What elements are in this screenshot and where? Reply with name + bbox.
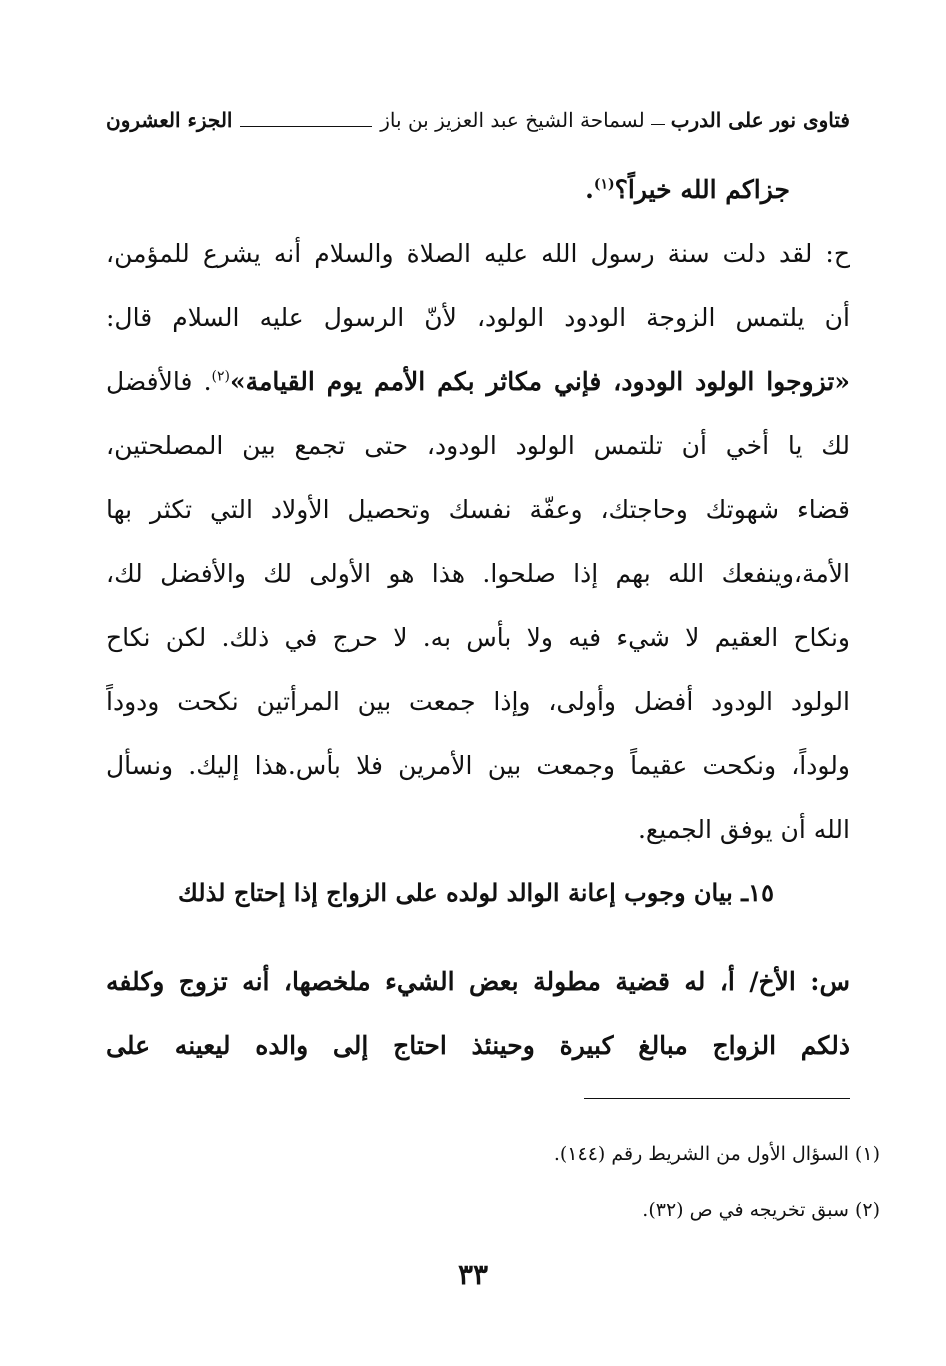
footnote-ref-2: (٢)	[211, 368, 230, 385]
header-part: الجزء العشرون	[106, 108, 233, 132]
answer-line: ح: لقد دلت سنة رسول الله عليه الصلاة والسلام أنه يشرع للمؤمن،	[106, 239, 850, 268]
question-end-text: جزاكم الله خيراً؟	[614, 175, 790, 204]
question-line: س: الأخ/ أ، له قضية مطولة بعض الشيء ملخصها، أنه تزوج وكلفه	[106, 967, 850, 996]
question-line: ذلكم الزواج مبالغ كبيرة وحينئذ احتاج إلى والده ليعينه على	[106, 1031, 850, 1060]
hadith-quote: «تزوجوا الولود الودود، فإني مكاثر بكم الأمم يوم القيامة»	[229, 367, 850, 396]
question-body	[106, 950, 850, 1078]
header-book-title: فتاوى نور على الدرب	[670, 108, 850, 132]
footnotes	[120, 1126, 880, 1238]
answer-line: لك يا أخي أن تلتمس الولود الودود، حتى تجمع بين المصلحتين،	[106, 431, 850, 460]
running-header	[106, 100, 850, 140]
question-end-line	[106, 158, 850, 222]
section-heading: ١٥ـ بيان وجوب إعانة الوالد لولده على الزواج إذا إحتاج لذلك	[178, 878, 774, 907]
answer-line: قضاء شهوتك وحاجتك، وعفّة نفسك وتحصيل الأولاد التي تكثر بها	[106, 495, 850, 524]
answer-line: الولود الودود أفضل وأولى، وإذا جمعت بين المرأتين نكحت ودوداً	[106, 687, 850, 716]
hadith-tail: . فالأفضل	[106, 367, 212, 396]
footnote-ref-1: (١)	[593, 176, 615, 193]
header-dash	[651, 124, 665, 125]
answer-body	[106, 158, 850, 862]
page-number: ٣٣	[457, 1258, 489, 1291]
footnote-separator	[584, 1098, 850, 1099]
footnote-2: (٢) سبق تخريجه في ص (٣٢).	[642, 1199, 880, 1221]
footnote-1: (١) السؤال الأول من الشريط رقم (١٤٤).	[553, 1143, 880, 1165]
hadith-line	[106, 350, 850, 414]
answer-line: الله أن يوفق الجميع.	[637, 815, 850, 844]
header-rule	[240, 126, 372, 127]
question-end-tail: .	[585, 175, 594, 204]
header-author: لسماحة الشيخ عبد العزيز بن باز	[380, 108, 645, 132]
answer-line: ولوداً، ونكحت عقيماً وجمعت بين الأمرين فلا بأس.هذا إليك. ونسأل	[106, 751, 850, 780]
answer-line: الأمة،وينفعك الله بهم إذا صلحوا. هذا هو الأولى لك والأفضل لك،	[106, 559, 850, 588]
answer-line: ونكاح العقيم لا شيء فيه ولا بأس به. لا حرج في ذلك. لكن نكاح	[106, 623, 850, 652]
answer-line: أن يلتمس الزوجة الودود الولود، لأنّ الرسول عليه السلام قال:	[106, 303, 850, 332]
header-title-group	[380, 108, 850, 132]
